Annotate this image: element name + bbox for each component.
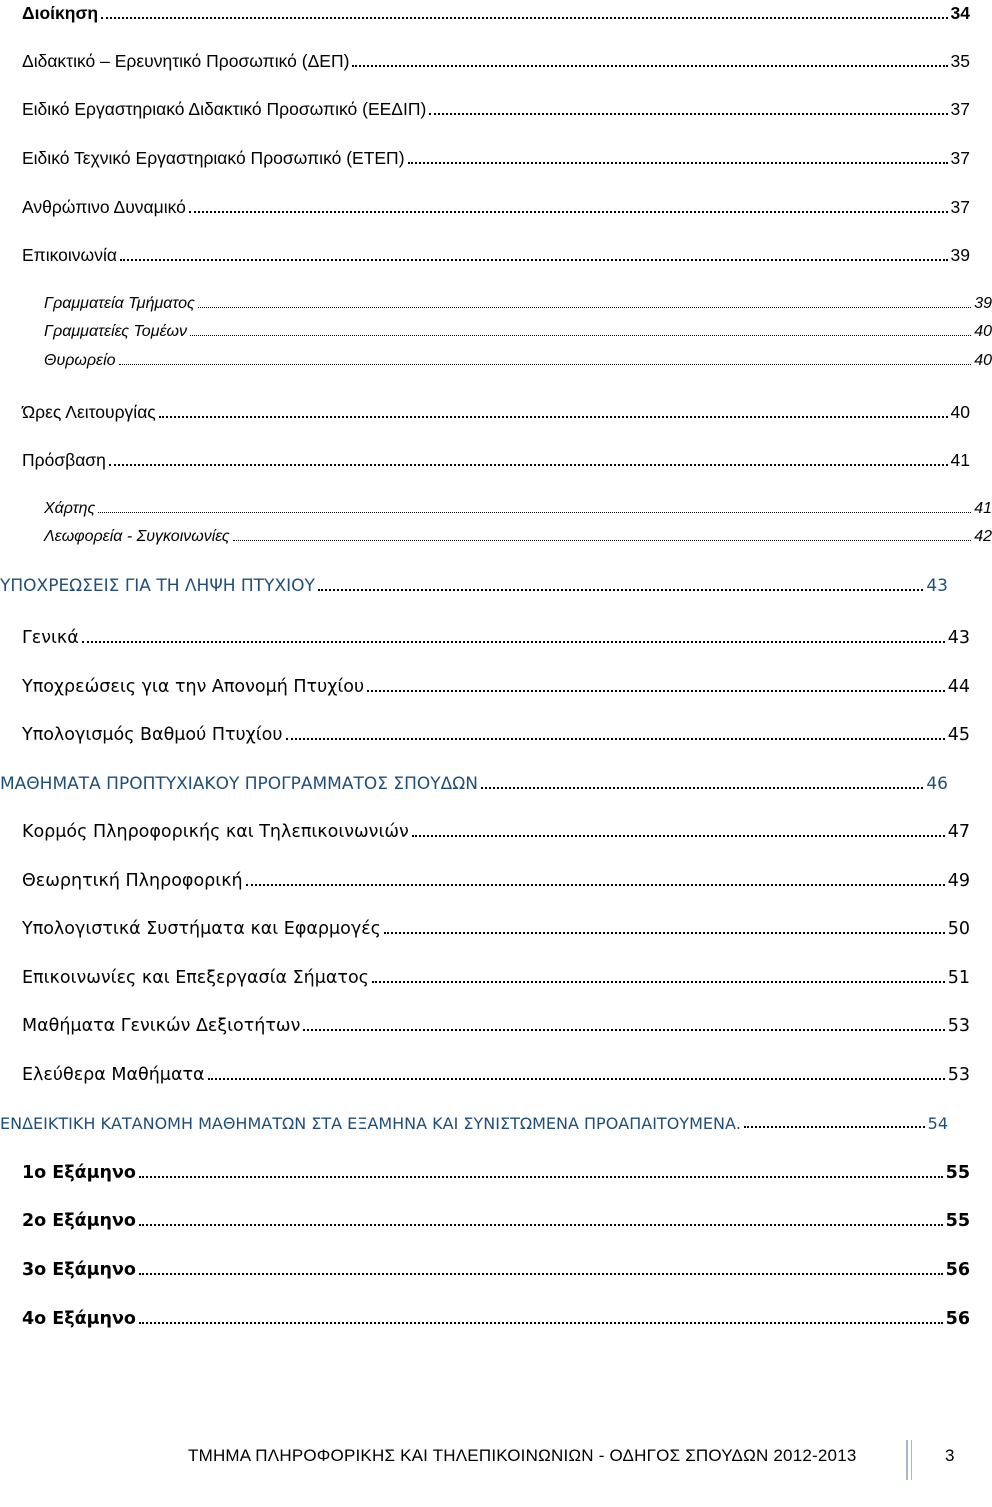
toc-leader [744,1125,925,1128]
toc-entry-label: Γραμματείες Τομέων [44,323,187,340]
toc-entry-page: 41 [974,500,992,517]
toc-entry-page: 40 [974,323,992,340]
toc-entry-page: 55 [945,1211,970,1231]
toc-leader [372,980,945,983]
toc-leader [481,786,923,789]
toc-leader [352,64,947,67]
toc-entry[interactable] [0,968,970,988]
toc-entry-label: Υπολογιστικά Συστήματα και Εφαρμογές [22,919,381,939]
toc-entry-label: Λεωφορεία - Συγκοινωνίες [44,528,230,545]
footer-page-number: 3 [945,1446,955,1465]
toc-entry[interactable] [0,450,970,471]
toc-leader [82,640,945,643]
toc-entry-section[interactable] [0,576,948,596]
toc-entry-page: 49 [947,871,970,891]
toc-entry[interactable] [0,99,970,120]
footer-divider [906,1440,908,1480]
toc-leader [246,883,945,886]
toc-entry-page: 37 [950,148,970,168]
toc-entry-section[interactable] [0,1114,948,1133]
toc-entry[interactable] [0,245,970,266]
toc-leader [101,16,947,19]
toc-entry[interactable] [0,677,970,697]
toc-leader [198,306,971,308]
toc-entry-label: 1ο Εξάμηνο [22,1163,136,1183]
toc-leader [208,1077,945,1080]
toc-entry-label: Θυρωρείο [44,352,116,369]
toc-entry[interactable] [0,51,970,72]
toc-entry-page: 44 [947,677,970,697]
toc-entry[interactable] [0,871,970,891]
footer-divider [911,1440,912,1480]
toc-leader [109,463,948,466]
toc-leader [189,210,948,213]
toc-entry[interactable] [0,148,970,169]
toc-entry-label: Πρόσβαση [22,450,106,470]
toc-entry-page: 37 [950,197,970,217]
toc-entry[interactable] [0,528,992,546]
footer-title: ΤΜΗΜΑ ΠΛΗΡΟΦΟΡΙΚΗΣ ΚΑΙ ΤΗΛΕΠΙΚΟΙΝΩΝΙΩΝ - ΟΔΗΓΟΣ ΣΠΟΥΔΩΝ 2012-2013 [188,1446,857,1465]
toc-leader [190,334,971,336]
toc-entry[interactable] [0,402,970,423]
page-footer [0,1430,960,1480]
toc-leader [139,1272,943,1275]
toc-entry-label: Κορμός Πληροφορικής και Τηλεπικοινωνιών [22,822,409,842]
toc-entry-label: ΜΑΘΗΜΑΤΑ ΠΡΟΠΤΥΧΙΑΚΟΥ ΠΡΟΓΡΑΜΜΑΤΟΣ ΣΠΟΥΔΩΝ [0,774,479,794]
toc-leader [119,363,972,365]
toc-entry[interactable] [0,352,992,370]
toc-entry-label: Γενικά [22,628,79,648]
toc-entry[interactable] [0,1163,970,1183]
toc-entry-page: 41 [950,450,970,470]
toc-entry[interactable] [0,1016,970,1036]
toc-entry[interactable] [0,1211,970,1231]
toc-entry-label: Επικοινωνίες και Επεξεργασία Σήματος [22,968,369,988]
toc-entry-page: 50 [947,919,970,939]
toc-entry-label: Υποχρεώσεις για την Απονομή Πτυχίου [22,677,365,697]
toc-entry-page: 34 [950,3,970,23]
toc-entry-label: Γραμματεία Τμήματος [44,295,195,312]
toc-leader [286,737,945,740]
toc-entry-label: Ελεύθερα Μαθήματα [22,1065,205,1085]
toc-entry-label: Ειδικό Εργαστηριακό Διδακτικό Προσωπικό (ΕΕΔΙΠ) [22,99,427,119]
toc-entry-label: Ώρες Λειτουργίας [22,402,156,422]
toc-entry[interactable] [0,3,970,24]
toc-entry-page: 53 [947,1016,970,1036]
toc-entry-page: 39 [974,295,992,312]
toc-leader [408,161,948,164]
toc-entry-label: 3ο Εξάμηνο [22,1260,136,1280]
toc-entry-label: Χάρτης [44,500,96,517]
toc-entry-page: 43 [926,576,948,596]
toc-entry-page: 39 [950,245,970,265]
toc-entry-label: Ειδικό Τεχνικό Εργαστηριακό Προσωπικό (ΕΤΕΠ) [22,148,405,168]
toc-leader [384,931,945,934]
toc-entry-section[interactable] [0,774,948,794]
toc-entry[interactable] [0,919,970,939]
toc-entry[interactable] [0,628,970,648]
toc-entry-label: Υπολογισμός Βαθμού Πτυχίου [22,725,283,745]
toc-entry-label: ΥΠΟΧΡΕΩΣΕΙΣ ΓΙΑ ΤΗ ΛΗΨΗ ΠΤΥΧΙΟΥ [0,576,315,596]
toc-entry[interactable] [0,822,970,842]
toc-entry[interactable] [0,323,992,341]
toc-leader [367,689,945,692]
toc-entry-label: Επικοινωνία [22,245,117,265]
toc-entry-page: 53 [947,1065,970,1085]
toc-entry-page: 42 [974,528,992,545]
toc-entry-page: 40 [974,352,992,369]
toc-entry-page: 40 [950,402,970,422]
toc-leader [139,1175,943,1178]
toc-leader [318,588,923,591]
toc-entry[interactable] [0,295,992,313]
toc-entry-label: ΕΝΔΕΙΚΤΙΚΗ ΚΑΤΑΝΟΜΗ ΜΑΘΗΜΑΤΩΝ ΣΤΑ ΕΞΑΜΗΝΑ ΚΑΙ ΣΥΝΙΣΤΩΜΕΝΑ ΠΡΟΑΠΑΙΤΟΥΜΕΝΑ. [0,1114,741,1133]
toc-entry-page: 46 [926,774,948,794]
toc-entry-label: Μαθήματα Γενικών Δεξιοτήτων [22,1016,301,1036]
toc-leader [233,539,972,541]
toc-entry-label: Διδακτικό – Ερευνητικό Προσωπικό (ΔΕΠ) [22,51,350,71]
toc-leader [159,415,948,418]
toc-entry-page: 47 [947,822,970,842]
toc-entry-label: Ανθρώπινο Δυναμικό [22,197,186,217]
toc-entry-page: 55 [945,1163,970,1183]
toc-entry-page: 54 [927,1114,948,1133]
toc-leader [120,258,948,261]
toc-leader [98,511,971,513]
toc-entry-label: 4ο Εξάμηνο [22,1309,136,1329]
toc-leader [412,834,945,837]
toc-entry-page: 37 [950,99,970,119]
toc-entry[interactable] [0,500,992,518]
toc-entry-page: 45 [947,725,970,745]
toc-entry-label: Διοίκηση [22,3,99,23]
toc-entry-label: 2ο Εξάμηνο [22,1211,136,1231]
toc-entry-page: 35 [950,51,970,71]
toc-entry[interactable] [0,197,970,218]
toc-entry-page: 43 [947,628,970,648]
toc-entry-page: 51 [947,968,970,988]
toc-leader [429,112,947,115]
toc-leader [139,1223,943,1226]
toc-leader [139,1321,943,1324]
toc-entry[interactable] [0,1260,970,1280]
toc-entry[interactable] [0,1065,970,1085]
toc-entry[interactable] [0,725,970,745]
toc-leader [303,1028,944,1031]
toc-entry-label: Θεωρητική Πληροφορική [22,871,243,891]
toc-entry-page: 56 [945,1309,970,1329]
toc-entry[interactable] [0,1309,970,1329]
toc-entry-page: 56 [945,1260,970,1280]
